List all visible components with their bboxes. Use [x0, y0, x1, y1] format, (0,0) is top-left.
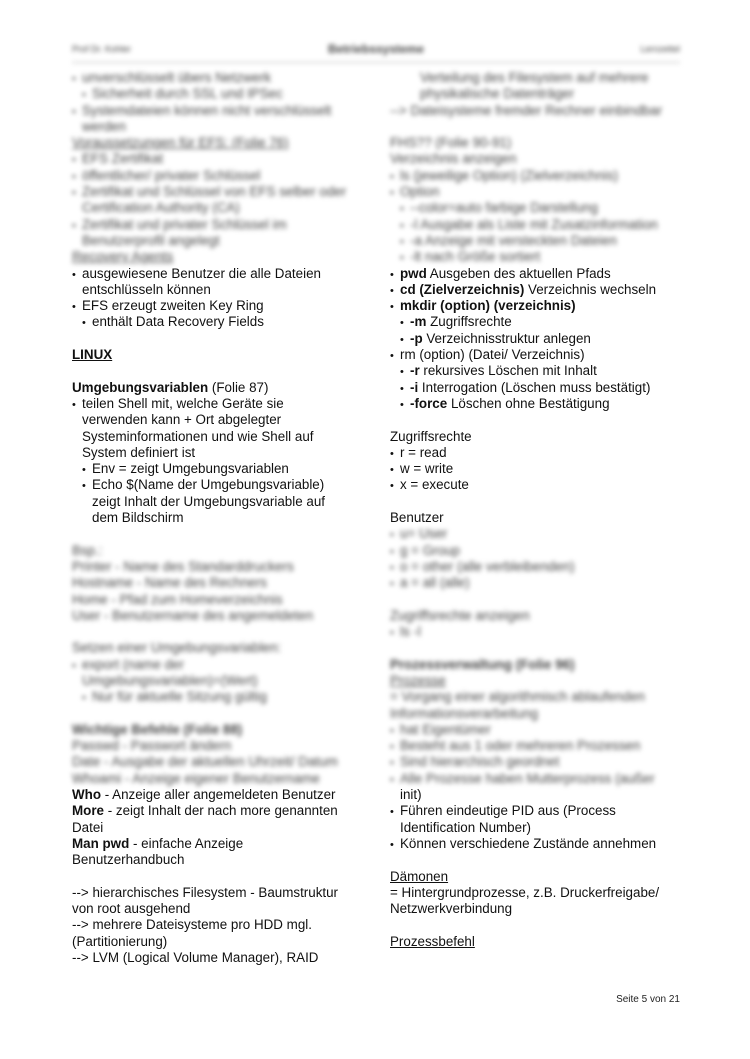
- page-header: [72, 44, 680, 60]
- blurred-line: FHS?? (Folie 90-91): [390, 135, 512, 151]
- list-item-cont: entschlüsseln können: [82, 281, 211, 297]
- list-item-cont: System definiert ist: [82, 444, 196, 460]
- cmd-key: mkdir (option) (verzeichnis): [400, 298, 576, 314]
- right-blurred-block-2: [390, 526, 690, 787]
- note-line: = Hintergrundprozesse, z.B. Druckerfreigabe/: [390, 884, 660, 900]
- cmd-desc: - Anzeige aller angemeldeten Benutzer: [101, 787, 336, 803]
- spacer: [390, 119, 690, 135]
- blurred-line: • Zertifikat und privater Schlüssel im: [72, 217, 362, 233]
- cmd-desc-cont: Datei: [72, 819, 104, 835]
- blurred-line: User - Benutzername des angemeldeten: [72, 607, 314, 623]
- blurred-line: Printer - Name des Standarddruckers: [72, 558, 294, 574]
- spacer: [72, 706, 362, 722]
- section-daemonen: Dämonen: [390, 868, 449, 884]
- section-benutzer: Benutzer: [390, 510, 444, 526]
- blurred-line: • a = all (alle): [390, 575, 690, 591]
- list-item-cont: Identification Number): [400, 819, 531, 835]
- note-line: (Partitionierung): [72, 933, 168, 949]
- cmd-mkdir: [390, 298, 690, 314]
- opt-key: -i: [410, 379, 419, 395]
- blurred-line: = Vorgang einer algorithmisch ablaufenden: [390, 689, 645, 705]
- blurred-line: • u= User: [390, 526, 690, 542]
- blurred-line: Benutzerprofil angelegt: [82, 232, 220, 248]
- right-blurred-block-1: [390, 70, 690, 266]
- blurred-line: • Alle Prozesse haben Mutterprozess (außer: [390, 771, 690, 787]
- blurred-line: • Nur für aktuelle Sitzung gültig: [72, 689, 362, 705]
- list-item: • enthält Data Recovery Fields: [72, 314, 362, 330]
- right-column: [390, 70, 690, 950]
- cmd-cd: [390, 282, 690, 298]
- list-item: • r = read: [390, 445, 690, 461]
- blurred-line: • öffentlicher/ privater Schlüssel: [72, 168, 362, 184]
- blurred-line: • g = Group: [390, 543, 690, 559]
- left-column: [72, 70, 362, 966]
- note-line: Netzwerkverbindung: [390, 901, 513, 917]
- blurred-line: Informationsverarbeitung: [390, 705, 539, 721]
- cmd-desc: Verzeichnis wechseln: [524, 281, 657, 297]
- header-divider: [72, 62, 680, 63]
- list-item: • Können verschiedene Zustände annehmen: [390, 836, 690, 852]
- spacer: [390, 640, 690, 656]
- opt-key: -p: [410, 330, 423, 346]
- list-item-cont: Systeminformationen und wie Shell auf: [82, 428, 314, 444]
- list-item: • EFS erzeugt zweiten Key Ring: [72, 298, 362, 314]
- section-prozessbefehl: Prozessbefehl: [390, 933, 475, 949]
- blurred-line: Date - Ausgabe der aktuellen Uhrzeit/ Datum: [72, 754, 338, 770]
- blurred-line: • o = other (alle verbleibenden): [390, 559, 690, 575]
- opt-desc: Interrogation (Löschen muss bestätigt): [418, 379, 651, 395]
- spacer: [390, 592, 690, 608]
- blurred-line: • -a Anzeige mit versteckten Dateien: [390, 233, 690, 249]
- note-line: von root ausgehend: [72, 901, 191, 917]
- list-item: • w = write: [390, 461, 690, 477]
- cmd-key: cd (Zielverzeichnis): [400, 281, 525, 297]
- page-number: Seite 5 von 21: [616, 994, 680, 1005]
- cmd-desc: - zeigt Inhalt der nach more genannten: [104, 803, 338, 819]
- cmd-desc: - einfache Anzeige: [129, 835, 244, 851]
- cmd-key: Who: [72, 787, 101, 803]
- section-title-linux: LINUX: [72, 347, 113, 363]
- list-item: • Echo $(Name der Umgebungsvariable): [72, 477, 362, 493]
- blurred-line: • unverschlüsselt übers Netzwerk: [72, 70, 362, 86]
- blurred-line: Certification Authority (CA): [82, 200, 240, 216]
- blurred-line: Verteilung des Filesystem auf mehrere: [420, 70, 649, 85]
- header-label: Lernzettel: [640, 44, 680, 54]
- cmd-more: [72, 803, 362, 819]
- recovery-agents-list: [72, 266, 362, 331]
- cmd-who: [72, 787, 362, 803]
- list-item-cont: init): [400, 787, 422, 803]
- note-line: --> hierarchisches Filesystem - Baumstruktur: [72, 884, 339, 900]
- list-item-cont: zeigt Inhalt der Umgebungsvariable auf: [92, 493, 325, 509]
- header-title: Betriebssysteme: [327, 42, 425, 56]
- opt-desc: Verzeichnisstruktur anlegen: [422, 330, 591, 346]
- opt-key: -r: [410, 363, 420, 379]
- blurred-line: • Besteht aus 1 oder mehreren Prozessen: [390, 738, 690, 754]
- blurred-line: Bsp.:: [72, 542, 103, 558]
- blurred-line: • -lt nach Größe sortiert: [390, 249, 690, 265]
- list-item: • teilen Shell mit, welche Geräte sie: [72, 396, 362, 412]
- blurred-line: Umgebungsvariablen)=(Wert): [82, 672, 258, 688]
- blurred-line: Recovery Agents: [72, 249, 174, 265]
- blurred-line: Wichtige Befehle (Folie 88): [72, 721, 243, 737]
- blurred-line: Home - Pfad zum Homeverzeichnis: [72, 591, 283, 607]
- env-ref: (Folie 87): [208, 379, 269, 395]
- blurred-line: • hat Eigentümer: [390, 722, 690, 738]
- blurred-line: werden: [82, 118, 126, 134]
- cmd-desc: Ausgeben des aktuellen Pfads: [426, 265, 611, 281]
- blurred-line: Setzen einer Umgebungsvariablen:: [72, 640, 282, 656]
- left-blurred-block-2: [72, 543, 362, 787]
- cmd-key: pwd: [400, 265, 427, 281]
- opt-force: [390, 396, 690, 412]
- header-author: Prof Dr. Kohler: [72, 44, 132, 54]
- blurred-line: Hostname - Name des Rechners: [72, 575, 267, 591]
- list-item: • Env = zeigt Umgebungsvariablen: [72, 461, 362, 477]
- section-zugriffsrechte: Zugriffsrechte: [390, 428, 472, 444]
- opt-desc: rekursives Löschen mit Inhalt: [419, 363, 597, 379]
- cmd-key: Man pwd: [72, 835, 130, 851]
- env-title: Umgebungsvariablen: [72, 379, 209, 395]
- blurred-line: • Zertifikat und Schlüssel von EFS selber oder: [72, 184, 362, 200]
- blurred-line: --> Dateisysteme fremder Rechner einbindbar: [390, 102, 663, 118]
- blurred-line: Voraussetzungen für EFS: (Folie 76): [72, 135, 289, 151]
- spacer: [72, 624, 362, 640]
- cmd-key: More: [72, 803, 104, 819]
- list-item: • Führen eindeutige PID aus (Process: [390, 803, 690, 819]
- list-item-cont: dem Bildschirm: [92, 510, 184, 526]
- blurred-line: • ls -l: [390, 624, 690, 640]
- blurred-line: physikalische Datenträger: [420, 86, 575, 102]
- opt-i: [390, 380, 690, 396]
- cmd-desc-cont: Benutzerhandbuch: [72, 852, 185, 868]
- blurred-line: • Sicherheit durch SSL und IPSec: [72, 86, 362, 102]
- blurred-line: • --color=auto farbige Darstellung: [390, 200, 690, 216]
- blurred-line: Prozesse: [390, 672, 446, 688]
- list-item: • ausgewiesene Benutzer die alle Dateien: [72, 266, 362, 282]
- blurred-line: Zugriffsrechte anzeigen: [390, 607, 530, 623]
- blurred-line: Passwd - Passwort ändern: [72, 738, 232, 754]
- opt-key: -m: [410, 314, 427, 330]
- opt-p: [390, 331, 690, 347]
- cmd-man: [72, 836, 362, 852]
- opt-desc: Löschen ohne Bestätigung: [447, 395, 610, 411]
- blurred-line: • Sind hierarchisch geordnet: [390, 754, 690, 770]
- blurred-line: • Option: [390, 184, 690, 200]
- blurred-line: • ls (jeweilige Option) (Zielverzeichnis): [390, 168, 690, 184]
- cmd-rm: • rm (option) (Datei/ Verzeichnis): [390, 347, 690, 363]
- blurred-line: • -l Ausgabe als Liste mit Zusatzinformation: [390, 217, 690, 233]
- blurred-line: • Systemdateien können nicht verschlüsselt: [72, 103, 362, 119]
- list-item-cont: verwenden kann + Ort abgelegter: [82, 412, 282, 428]
- cmd-pwd: [390, 266, 690, 282]
- blurred-line: Prozessverwaltung (Folie 96): [390, 656, 575, 672]
- blurred-line: Whoami - Anzeige eigener Benutzername: [72, 770, 320, 786]
- opt-m: [390, 314, 690, 330]
- env-heading: [72, 380, 362, 396]
- list-item: • x = execute: [390, 477, 690, 493]
- left-blurred-block-1: [72, 70, 362, 266]
- blurred-line: • EFS Zertifikat: [72, 151, 362, 167]
- opt-r: [390, 363, 690, 379]
- note-line: --> LVM (Logical Volume Manager), RAID: [72, 950, 319, 966]
- blurred-line: • export (name der: [72, 657, 362, 673]
- blurred-line: Verzeichnis anzeigen: [390, 151, 517, 167]
- opt-desc: Zugriffsrechte: [426, 314, 512, 330]
- note-line: --> mehrere Dateisysteme pro HDD mgl.: [72, 917, 312, 933]
- opt-key: -force: [410, 395, 448, 411]
